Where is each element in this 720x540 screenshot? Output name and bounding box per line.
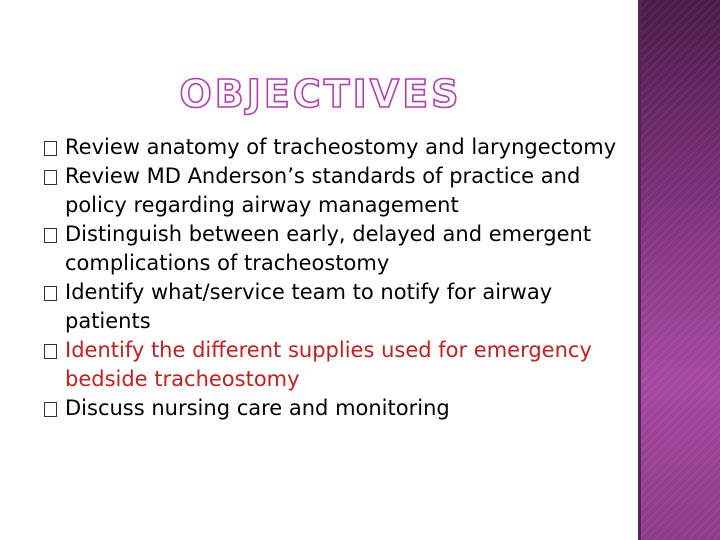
bullet-box-icon [44, 141, 57, 156]
bullet-box-icon [44, 344, 57, 359]
list-item-text: Identify the different supplies used for emergency bedside tracheostomy [65, 338, 592, 391]
list-item-text: Review anatomy of tracheostomy and laryngectomy [65, 135, 617, 159]
list-item [44, 394, 634, 423]
objectives-list [44, 133, 634, 423]
decorative-side-band [641, 0, 720, 540]
list-item-text: Distinguish between early, delayed and emergent complications of tracheostomy [65, 222, 592, 275]
bullet-box-icon [44, 286, 57, 301]
bullet-box-icon [44, 170, 57, 185]
list-item-highlighted [44, 336, 634, 394]
bullet-box-icon [44, 402, 57, 417]
list-item [44, 220, 634, 278]
list-item [44, 162, 634, 220]
list-item-text: Identify what/service team to notify for airway patients [65, 280, 553, 333]
list-item-text: Review MD Anderson’s standards of practice and policy regarding airway management [65, 164, 581, 217]
list-item-text: Discuss nursing care and monitoring [65, 396, 450, 420]
list-item [44, 278, 634, 336]
bullet-box-icon [44, 228, 57, 243]
list-item [44, 133, 634, 162]
slide-title: OBJECTIVES [179, 72, 462, 116]
